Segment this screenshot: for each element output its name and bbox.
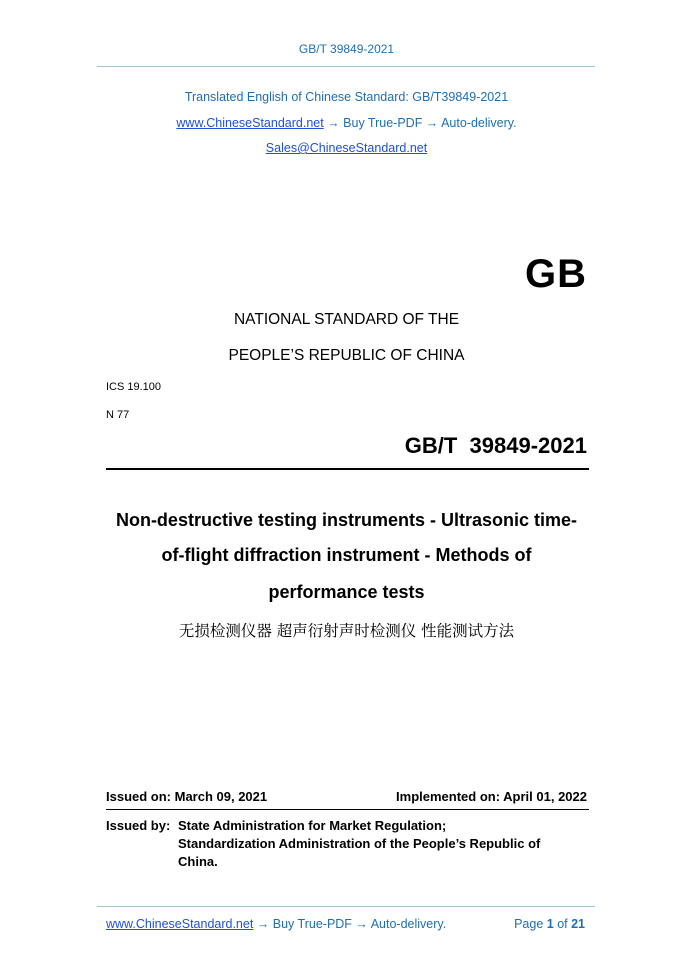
translated-notice: Translated English of Chinese Standard: GB/T39849-2021 (184, 90, 509, 104)
footer-buy-line (106, 917, 446, 931)
page-label: Page (514, 917, 547, 931)
footer-divider (97, 906, 595, 907)
issuer-line2: Standardization Administration of the People’s Republic of (178, 836, 541, 851)
issuer-line1: State Administration for Market Regulation; (178, 818, 447, 833)
issued-on-date: Issued on: March 09, 2021 (106, 789, 268, 804)
ics-code: ICS 19.100 (106, 381, 162, 393)
ccs-code: N 77 (106, 409, 130, 421)
page-total: 21 (571, 917, 585, 931)
footer-buy-suffix: → Buy True-PDF → Auto-delivery. (253, 917, 447, 931)
english-title-line1: Non-destructive testing instruments - Ultrasonic time- (115, 510, 578, 530)
issuance-divider (106, 809, 589, 810)
buy-line (0, 116, 693, 130)
page-of: of (553, 917, 572, 931)
english-title-line2: of-flight diffraction instrument - Methods of (161, 545, 532, 565)
issuer-line3: China. (178, 854, 218, 869)
national-standard-line1: NATIONAL STANDARD OF THE (233, 311, 460, 328)
gb-mark: GB (525, 252, 587, 296)
email-line (0, 141, 693, 155)
sales-email-link[interactable]: Sales@ChineseStandard.net (265, 141, 428, 155)
header-title: GB/T 39849-2021 (298, 42, 395, 56)
footer-site-link[interactable]: www.ChineseStandard.net (106, 917, 254, 931)
buy-suffix: → Buy True-PDF → Auto-delivery. (323, 116, 517, 130)
standard-number-divider (106, 468, 589, 470)
english-title-line3: performance tests (268, 582, 425, 602)
issued-by-label: Issued by: (106, 818, 171, 833)
national-standard-line2: PEOPLE’S REPUBLIC OF CHINA (228, 347, 465, 364)
page-indicator (514, 917, 585, 931)
page-current: 1 (546, 917, 554, 931)
header-divider (97, 66, 595, 67)
site-link[interactable]: www.ChineseStandard.net (176, 116, 324, 130)
chinese-title: 无损检测仪器 超声衍射声时检测仪 性能测试方法 (178, 622, 515, 640)
standard-number: GB/T 39849-2021 (404, 433, 587, 458)
implemented-on-date: Implemented on: April 01, 2022 (396, 789, 587, 804)
